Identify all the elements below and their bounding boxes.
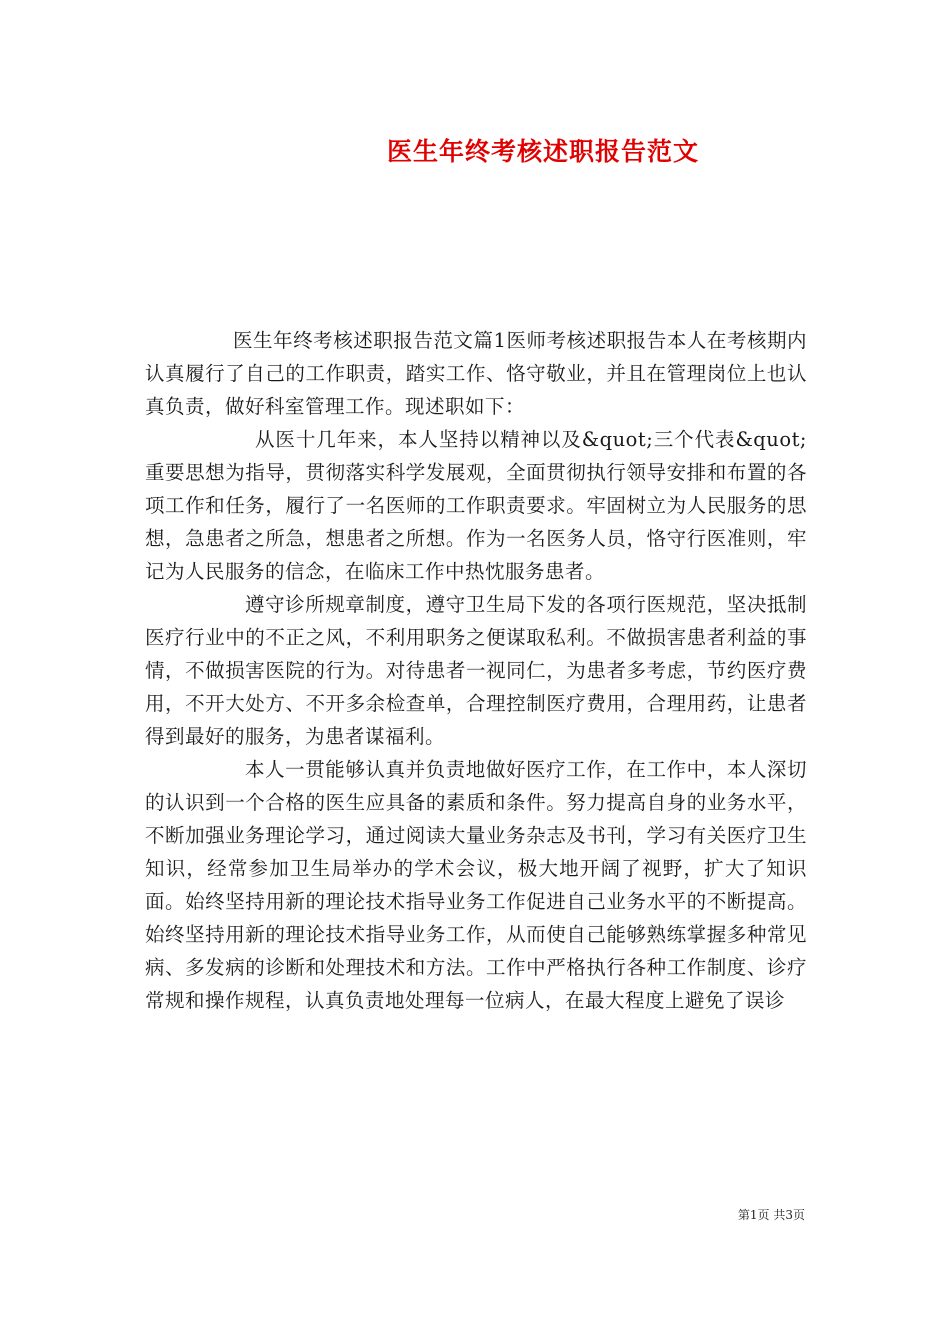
paragraph-4: 本人一贯能够认真并负责地做好医疗工作，在工作中，本人深切的认识到一个合格的医生应具备的素质和条件。努力提高自身的业务水平，不断加强业务理论学习，通过阅读大量业务杂志及书刊，学习有关医疗卫生知识，经常参加卫生局举办的学术会议，极大地开阔了视野，扩大了知识面。始终坚持用新的理论技术指导业务工作促进自己业务水平的不断提高。始终坚持用新的理论技术指导业务工作，从而使自己能够熟练掌握多种常见病、多发病的诊断和处理技术和方法。工作中严格执行各种工作制度、诊疗常规和操作规程，认真负责地处理每一位病人，在最大程度上避免了误诊 xyxy=(145,758,807,1012)
document-body xyxy=(145,324,807,1017)
paragraph-1: 医生年终考核述职报告范文篇1医师考核述职报告本人在考核期内认真履行了自己的工作职责，踏实工作、恪守敬业，并且在管理岗位上也认真负责，做好科室管理工作。现述职如下： xyxy=(145,329,807,418)
paragraph-2: 从医十几年来，本人坚持以精神以及&quot;三个代表&quot;重要思想为指导，贯彻落实科学发展观，全面贯彻执行领导安排和布置的各项工作和任务，履行了一名医师的工作职责要求。牢固树立为人民服务的思想，急患者之所急，想患者之所想。作为一名医务人员，恪守行医准则，牢记为人民服务的信念，在临床工作中热忱服务患者。 xyxy=(145,428,807,583)
document-title: 医生年终考核述职报告范文 xyxy=(386,137,699,166)
page-number-footer: 第1页 共3页 xyxy=(737,1208,805,1222)
paragraph-3: 遵守诊所规章制度，遵守卫生局下发的各项行医规范，坚决抵制医疗行业中的不正之风，不利用职务之便谋取私利。不做损害患者利益的事情，不做损害医院的行为。对待患者一视同仁，为患者多考虑，节约医疗费用，不开大处方、不开多余检查单，合理控制医疗费用，合理用药，让患者得到最好的服务，为患者谋福利。 xyxy=(145,593,807,748)
